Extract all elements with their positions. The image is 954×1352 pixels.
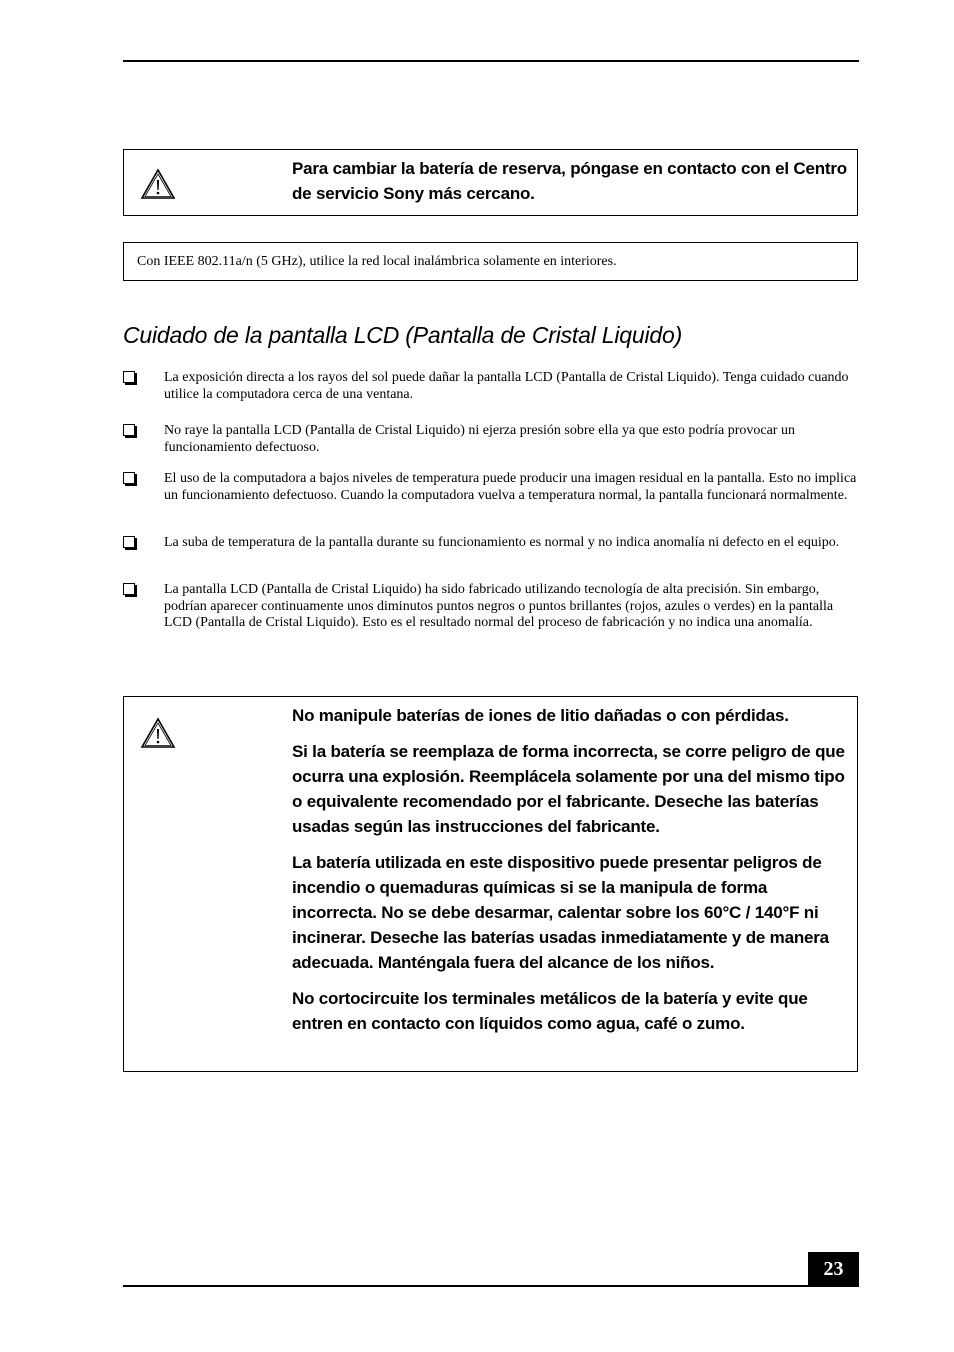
note-box-wlan (123, 242, 858, 281)
warning-triangle-icon (140, 168, 176, 200)
list-item (123, 535, 859, 552)
list-item-text: La pantalla LCD (Pantalla de Cristal Liquido) ha sido fabricado utilizando tecnología de alta precisión. Sin embargo, podrían aparecer continuamente unos diminutos puntos negros o puntos brillantes (rojos, azules o verdes) en la pantalla LCD (Pantalla de Cristal Liquido). Esto es el resultado normal del proceso de fabricación y no indica una anomalía. (164, 582, 834, 630)
list-item (123, 370, 859, 403)
warning-paragraph: Para cambiar la batería de reserva, póngase en contacto con el Centro de servicio Sony más cercano. (292, 159, 847, 203)
footer-rule (123, 1285, 859, 1287)
section-title: Cuidado de la pantalla LCD (Pantalla de Cristal Liquido) (123, 322, 683, 348)
list-item (123, 471, 859, 504)
warning-paragraph: No cortocircuite los terminales metálicos de la batería y evite que entren en contacto con líquidos como agua, café o zumo. (292, 989, 808, 1033)
page-number: 23 (808, 1252, 859, 1287)
warning-text (292, 156, 849, 206)
note-text: Con IEEE 802.11a/n (5 GHz), utilice la red local inalámbrica solamente en interiores. (137, 254, 617, 269)
checkbox-bullet-icon (123, 583, 135, 595)
header-rule (123, 60, 859, 62)
checkbox-bullet-icon (123, 536, 135, 548)
list-item-text: El uso de la computadora a bajos niveles de temperatura puede producir una imagen residual en la pantalla. Esto no implica un funcionamiento defectuoso. Cuando la computadora vuelva a temperatura normal, la pantalla funcionará normalmente. (164, 471, 857, 503)
warning-paragraph: No manipule baterías de iones de litio dañadas o con pérdidas. (292, 706, 789, 725)
list-item-text: No raye la pantalla LCD (Pantalla de Cristal Liquido) ni ejerza presión sobre ella ya que esto podría provocar un funcionamiento defectuoso. (164, 423, 795, 455)
warning-paragraph: Si la batería se reemplaza de forma incorrecta, se corre peligro de que ocurra una explosión. Reemplácela solamente por una del mismo tipo o equivalente recomendado por el fabricante. Deseche las baterías usadas según las instrucciones del fabricante. (292, 742, 845, 836)
warning-triangle-icon (140, 717, 176, 749)
warning-box-battery-safety (123, 696, 858, 1072)
list-item (123, 423, 859, 456)
warning-box-backup-battery (123, 149, 858, 216)
warning-text (292, 703, 849, 1036)
list-item (123, 582, 859, 632)
list-item-text: La suba de temperatura de la pantalla durante su funcionamiento es normal y no indica anomalía ni defecto en el equipo. (164, 535, 840, 550)
checkbox-bullet-icon (123, 472, 135, 484)
list-item-text: La exposición directa a los rayos del sol puede dañar la pantalla LCD (Pantalla de Cristal Liquido). Tenga cuidado cuando utilice la computadora cerca de una ventana. (164, 370, 849, 402)
checkbox-bullet-icon (123, 424, 135, 436)
warning-paragraph: La batería utilizada en este dispositivo puede presentar peligros de incendio o quemaduras químicas si se la manipula de forma incorrecta. No se debe desarmar, calentar sobre los 60°C / 140°F ni incinerar. Deseche las baterías usadas inmediatamente y de manera adecuada. Manténgala fuera del alcance de los niños. (292, 853, 829, 972)
checkbox-bullet-icon (123, 371, 135, 383)
